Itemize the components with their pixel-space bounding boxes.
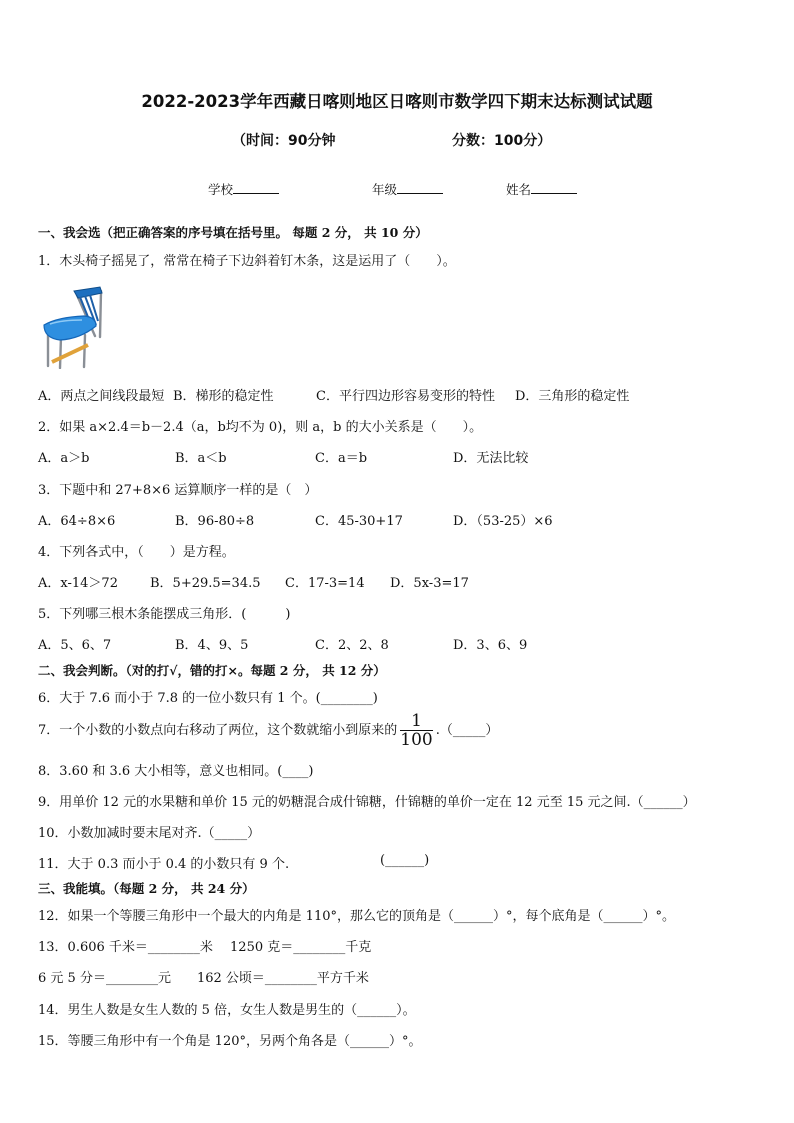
school-field xyxy=(208,180,279,198)
question-4: 4．下列各式中，（ ）是方程。 xyxy=(38,545,235,560)
page-title: 2022-2023学年西藏日喀则地区日喀则市数学四下期末达标测试试题 xyxy=(141,92,653,111)
section-3-heading: 三、我能填。（每题 2 分， 共 24 分） xyxy=(38,881,255,896)
question-9: 9．用单价 12 元的水果糖和单价 15 元的奶糖混合成什锦糖，什锦糖的单价一定在 12 元至 15 元之间.（______） xyxy=(38,795,696,810)
question-13-line-1: 13．0.606 千米＝________米 1250 克＝________千克 xyxy=(38,940,372,955)
q5-option-d[interactable]: D．3、6、9 xyxy=(453,638,528,653)
chair-illustration xyxy=(40,283,106,369)
q1-option-c[interactable]: C．平行四边形容易变形的特性 xyxy=(316,389,495,404)
name-field xyxy=(506,180,577,198)
q2-option-c[interactable]: C．a＝b xyxy=(315,451,368,466)
q7-denominator: 100 xyxy=(400,730,433,750)
q5-option-c[interactable]: C．2、2、8 xyxy=(315,638,389,653)
question-3: 3．下题中和 27+8×6 运算顺序一样的是（ ） xyxy=(38,483,318,498)
question-6: 6．大于 7.6 而小于 7.8 的一位小数只有 1 个。(________) xyxy=(38,691,378,706)
q4-option-a[interactable]: A．x-14＞72 xyxy=(38,576,118,591)
q3-option-b[interactable]: B．96-80÷8 xyxy=(175,514,255,529)
name-label: 姓名 xyxy=(506,182,532,197)
q3-option-d[interactable]: D．（53-25）×6 xyxy=(453,514,553,529)
q5-option-a[interactable]: A．5、6、7 xyxy=(38,638,112,653)
grade-label: 年级 xyxy=(372,182,398,197)
question-10: 10．小数加减时要末尾对齐.（_____） xyxy=(38,826,261,841)
q4-option-d[interactable]: D．5x-3=17 xyxy=(390,576,469,591)
question-13-line-2: 6 元 5 分＝________元 162 公顷＝________平方千米 xyxy=(38,971,369,986)
question-5: 5．下列哪三根木条能摆成三角形．( ) xyxy=(38,607,291,622)
q7-answer-blank[interactable]: .（_____） xyxy=(435,723,499,738)
q7-fraction xyxy=(400,712,432,749)
question-11: 11．大于 0.3 而小于 0.4 的小数只有 9 个. xyxy=(38,857,290,872)
grade-field xyxy=(372,180,443,198)
grade-blank[interactable] xyxy=(397,181,443,194)
q7-numerator: 1 xyxy=(400,712,432,731)
q1-option-d[interactable]: D．三角形的稳定性 xyxy=(515,389,630,404)
exam-time: （时间：90分钟 xyxy=(232,133,336,149)
q3-option-c[interactable]: C．45-30+17 xyxy=(315,514,403,529)
q3-option-a[interactable]: A．64÷8×6 xyxy=(38,514,116,529)
q5-option-b[interactable]: B．4、9、5 xyxy=(175,638,249,653)
name-blank[interactable] xyxy=(531,181,577,194)
q4-option-b[interactable]: B．5+29.5=34.5 xyxy=(150,576,261,591)
question-7 xyxy=(38,712,498,749)
question-8: 8．3.60 和 3.6 大小相等，意义也相同。(____) xyxy=(38,764,314,779)
question-1: 1．木头椅子摇晃了，常常在椅子下边斜着钉木条，这是运用了（ ）。 xyxy=(38,254,456,269)
section-1-heading: 一、我会选（把正确答案的序号填在括号里。 每题 2 分， 共 10 分） xyxy=(38,225,428,240)
q2-option-a[interactable]: A．a＞b xyxy=(38,451,90,466)
q11-answer-blank[interactable]: (______) xyxy=(380,853,430,868)
school-label: 学校 xyxy=(208,182,234,197)
q4-option-c[interactable]: C．17-3=14 xyxy=(285,576,365,591)
question-14: 14．男生人数是女生人数的 5 倍，女生人数是男生的（______）。 xyxy=(38,1003,416,1018)
q2-option-d[interactable]: D．无法比较 xyxy=(453,451,529,466)
exam-score: 分数：100分） xyxy=(452,133,552,149)
question-15: 15．等腰三角形中有一个角是 120°，另两个角各是（______）°。 xyxy=(38,1034,422,1049)
section-2-heading: 二、我会判断。（对的打√，错的打×。每题 2 分， 共 12 分） xyxy=(38,663,386,678)
q1-option-b[interactable]: B．梯形的稳定性 xyxy=(173,389,274,404)
question-2: 2．如果 a×2.4＝b－2.4（a，b均不为 0)，则 a，b 的大小关系是（ ）。 xyxy=(38,420,483,435)
q2-option-b[interactable]: B．a＜b xyxy=(175,451,227,466)
school-blank[interactable] xyxy=(233,181,279,194)
question-12: 12．如果一个等腰三角形中一个最大的内角是 110°，那么它的顶角是（______）°，每个底角是（______）°。 xyxy=(38,909,675,924)
q1-option-a[interactable]: A．两点之间线段最短 xyxy=(38,389,165,404)
q7-text: 7．一个小数的小数点向右移动了两位，这个数就缩小到原来的 xyxy=(38,723,398,738)
